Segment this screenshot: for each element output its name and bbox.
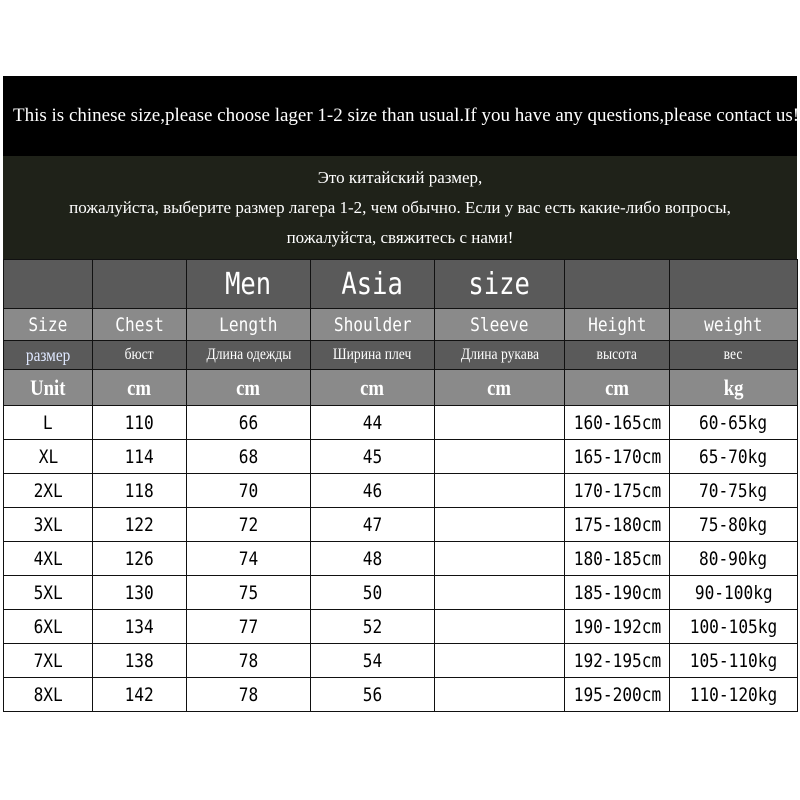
table-cell-text: 118 xyxy=(124,479,155,502)
table-cell xyxy=(670,406,798,440)
unit-cell-text: cm xyxy=(487,374,512,400)
table-cell-text: 54 xyxy=(362,649,383,672)
table-cell-text: 195-200cm xyxy=(573,683,661,706)
table-row xyxy=(4,576,798,610)
unit-cell xyxy=(670,370,798,406)
table-cell xyxy=(93,440,187,474)
table-cell-text: 45 xyxy=(362,445,383,468)
unit-cell xyxy=(565,370,670,406)
table-cell xyxy=(435,406,565,440)
table-cell xyxy=(187,406,311,440)
table-cell xyxy=(93,542,187,576)
size-chart xyxy=(3,76,800,712)
table-cell-text: 114 xyxy=(124,445,155,468)
title-cell-text: Men xyxy=(225,266,272,302)
table-cell xyxy=(565,678,670,712)
table-cell-text: 4XL xyxy=(33,547,63,570)
table-cell xyxy=(311,508,435,542)
table-cell xyxy=(435,440,565,474)
russian-header-cell-text: Длина одежды xyxy=(206,346,291,363)
table-cell-text: 165-170cm xyxy=(573,445,661,468)
table-cell xyxy=(311,474,435,508)
table-cell-text: 68 xyxy=(238,445,259,468)
table-cell-text: 7XL xyxy=(33,649,63,672)
table-cell xyxy=(435,678,565,712)
russian-header-cell xyxy=(187,341,311,370)
table-cell xyxy=(435,474,565,508)
table-cell-text: 105-110kg xyxy=(689,649,778,672)
size-table xyxy=(3,259,798,712)
table-cell xyxy=(93,610,187,644)
title-cell xyxy=(435,260,565,309)
header-row xyxy=(4,309,798,341)
table-cell xyxy=(565,474,670,508)
title-cell-text: size xyxy=(468,266,531,302)
table-cell xyxy=(435,508,565,542)
table-cell-text: 48 xyxy=(362,547,383,570)
russian-header-cell-text: Длина рукава xyxy=(460,346,539,363)
table-row xyxy=(4,508,798,542)
table-cell xyxy=(187,678,311,712)
table-cell-text: 160-165cm xyxy=(573,411,661,434)
table-cell xyxy=(565,508,670,542)
table-cell-text: 60-65kg xyxy=(699,411,768,434)
table-cell-text: 170-175cm xyxy=(573,479,661,502)
table-cell xyxy=(435,644,565,678)
table-cell xyxy=(187,542,311,576)
table-cell xyxy=(670,610,798,644)
table-cell-text: 6XL xyxy=(33,615,63,638)
table-cell xyxy=(311,576,435,610)
table-cell-text: 75 xyxy=(238,581,259,604)
table-cell xyxy=(187,474,311,508)
table-cell-text: 142 xyxy=(124,683,155,706)
table-cell-text: 77 xyxy=(238,615,259,638)
table-cell-text: 175-180cm xyxy=(573,513,661,536)
unit-cell-text: cm xyxy=(605,374,629,400)
table-cell xyxy=(187,508,311,542)
table-row xyxy=(4,678,798,712)
table-cell xyxy=(4,508,93,542)
table-cell xyxy=(4,678,93,712)
table-cell-text: 110 xyxy=(124,411,155,434)
russian-notice-line: Это китайский размер, xyxy=(317,168,483,187)
table-cell xyxy=(670,440,798,474)
table-cell xyxy=(4,576,93,610)
table-cell xyxy=(435,576,565,610)
table-cell-text: 74 xyxy=(238,547,259,570)
russian-header-cell-text: Ширина плеч xyxy=(333,346,412,363)
table-cell xyxy=(187,644,311,678)
table-cell-text: 44 xyxy=(362,411,383,434)
table-cell xyxy=(311,440,435,474)
table-cell-text: 46 xyxy=(362,479,383,502)
table-cell xyxy=(311,644,435,678)
table-cell-text: 90-100kg xyxy=(694,581,773,604)
table-cell-text: 3XL xyxy=(33,513,63,536)
table-cell xyxy=(93,508,187,542)
table-row xyxy=(4,406,798,440)
title-cell-text: Asia xyxy=(341,266,404,302)
table-cell-text: 80-90kg xyxy=(699,547,768,570)
unit-cell-text: cm xyxy=(360,374,385,400)
table-cell-text: 134 xyxy=(124,615,155,638)
table-cell xyxy=(311,542,435,576)
header-cell xyxy=(187,309,311,341)
table-cell-text: 126 xyxy=(124,547,155,570)
unit-cell-text: cm xyxy=(236,374,261,400)
table-cell-text: 190-192cm xyxy=(573,615,661,638)
table-cell xyxy=(565,610,670,644)
russian-header-cell-text: размер xyxy=(25,344,71,365)
table-cell xyxy=(565,644,670,678)
table-row xyxy=(4,644,798,678)
table-cell xyxy=(4,406,93,440)
table-cell xyxy=(93,678,187,712)
table-cell-text: 75-80kg xyxy=(699,513,768,536)
title-row xyxy=(4,260,798,309)
header-cell-text: Chest xyxy=(115,313,164,336)
table-cell-text: 8XL xyxy=(33,683,63,706)
table-cell xyxy=(4,610,93,644)
russian-header-cell-text: высота xyxy=(596,346,638,363)
table-cell xyxy=(670,508,798,542)
unit-cell-text: cm xyxy=(127,374,152,400)
header-cell-text: Size xyxy=(28,313,68,336)
table-row xyxy=(4,542,798,576)
russian-header-cell xyxy=(435,341,565,370)
table-cell-text: 100-105kg xyxy=(689,615,778,638)
table-cell xyxy=(565,440,670,474)
table-cell-text: 66 xyxy=(238,411,259,434)
table-cell xyxy=(670,644,798,678)
table-cell xyxy=(4,542,93,576)
table-cell xyxy=(565,576,670,610)
table-cell xyxy=(565,542,670,576)
table-cell xyxy=(187,576,311,610)
table-row xyxy=(4,440,798,474)
table-cell xyxy=(93,406,187,440)
table-cell xyxy=(4,440,93,474)
russian-notice-line: пожалуйста, выберите размер лагера 1-2, чем обычно. Если у вас есть какие-либо вопросы, xyxy=(69,198,731,217)
header-cell xyxy=(435,309,565,341)
header-cell xyxy=(93,309,187,341)
table-cell-text: 52 xyxy=(362,615,383,638)
table-cell-text: 65-70kg xyxy=(699,445,768,468)
russian-header-cell xyxy=(565,341,670,370)
unit-cell xyxy=(435,370,565,406)
title-cell xyxy=(187,260,311,309)
table-cell-text: 47 xyxy=(362,513,383,536)
table-cell-text: 122 xyxy=(124,513,155,536)
title-cell xyxy=(93,260,187,309)
table-cell xyxy=(4,644,93,678)
russian-header-cell xyxy=(93,341,187,370)
header-cell-text: weight xyxy=(704,313,763,336)
russian-header-cell-text: бюст xyxy=(124,346,155,363)
unit-cell-text: kg xyxy=(723,374,744,400)
unit-cell xyxy=(4,370,93,406)
table-cell-text: 110-120kg xyxy=(689,683,778,706)
table-cell-text: 72 xyxy=(238,513,259,536)
header-cell xyxy=(670,309,798,341)
table-cell-text: 185-190cm xyxy=(573,581,661,604)
table-row xyxy=(4,474,798,508)
unit-cell xyxy=(311,370,435,406)
table-cell xyxy=(670,542,798,576)
table-cell xyxy=(670,474,798,508)
table-cell xyxy=(93,644,187,678)
table-cell-text: 2XL xyxy=(33,479,63,502)
english-notice-text: This is chinese size,please choose lager 1-2 size than usual.If you have any questions,please contact us! xyxy=(13,105,800,126)
russian-header-row xyxy=(4,341,798,370)
table-cell-text: 130 xyxy=(124,581,155,604)
table-cell xyxy=(4,474,93,508)
table-cell xyxy=(670,576,798,610)
table-cell xyxy=(187,610,311,644)
table-cell-text: 138 xyxy=(124,649,155,672)
table-cell-text: XL xyxy=(38,445,58,468)
table-cell-text: L xyxy=(43,411,53,434)
russian-notice-line: пожалуйста, свяжитесь с нами! xyxy=(286,228,514,247)
table-row xyxy=(4,610,798,644)
header-cell xyxy=(565,309,670,341)
title-cell xyxy=(670,260,798,309)
unit-cell xyxy=(187,370,311,406)
table-cell xyxy=(93,474,187,508)
table-cell-text: 78 xyxy=(238,683,259,706)
table-cell xyxy=(311,406,435,440)
header-cell xyxy=(4,309,93,341)
table-cell-text: 70-75kg xyxy=(699,479,768,502)
table-cell-text: 70 xyxy=(238,479,259,502)
table-cell xyxy=(311,610,435,644)
header-cell-text: Length xyxy=(219,313,278,336)
russian-header-cell xyxy=(4,341,93,370)
russian-header-cell-text: вес xyxy=(724,346,743,363)
unit-row xyxy=(4,370,798,406)
russian-notice-banner xyxy=(3,156,797,259)
unit-cell xyxy=(93,370,187,406)
russian-header-cell xyxy=(311,341,435,370)
unit-cell-text: Unit xyxy=(30,374,66,400)
table-cell-text: 50 xyxy=(362,581,383,604)
table-cell xyxy=(565,406,670,440)
header-cell-text: Height xyxy=(587,313,647,336)
table-cell xyxy=(435,610,565,644)
title-cell xyxy=(311,260,435,309)
header-cell xyxy=(311,309,435,341)
table-cell-text: 56 xyxy=(362,683,383,706)
russian-header-cell xyxy=(670,341,798,370)
table-cell-text: 78 xyxy=(238,649,259,672)
table-cell xyxy=(435,542,565,576)
title-cell xyxy=(565,260,670,309)
header-cell-text: Sleeve xyxy=(470,313,529,336)
table-cell-text: 5XL xyxy=(33,581,63,604)
table-cell xyxy=(187,440,311,474)
table-cell-text: 180-185cm xyxy=(573,547,661,570)
table-cell xyxy=(311,678,435,712)
title-cell xyxy=(4,260,93,309)
table-cell xyxy=(93,576,187,610)
english-notice-banner xyxy=(3,76,800,156)
table-cell xyxy=(670,678,798,712)
header-cell-text: Shoulder xyxy=(333,313,412,336)
table-cell-text: 192-195cm xyxy=(573,649,661,672)
